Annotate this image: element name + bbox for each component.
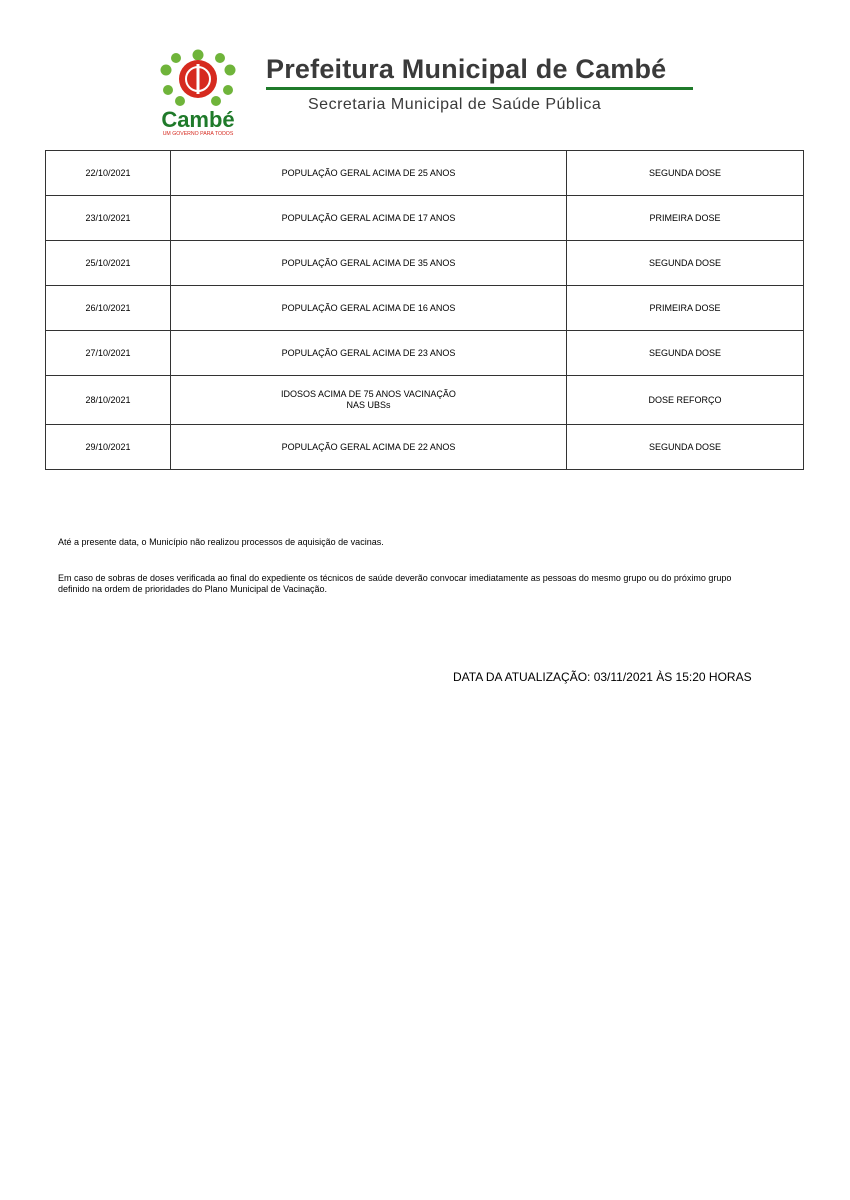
update-timestamp: DATA DA ATUALIZAÇÃO: 03/11/2021 ÀS 15:20 HORAS	[453, 670, 752, 684]
org-subtitle: Secretaria Municipal de Saúde Pública	[308, 96, 602, 113]
group-cell: POPULAÇÃO GERAL ACIMA DE 25 ANOS	[171, 151, 567, 196]
dose-cell: SEGUNDA DOSE	[567, 425, 804, 470]
notes-section	[58, 537, 758, 620]
title-block	[266, 54, 696, 114]
date-cell: 25/10/2021	[46, 241, 171, 286]
group-cell: POPULAÇÃO GERAL ACIMA DE 17 ANOS	[171, 196, 567, 241]
table-row	[46, 286, 804, 331]
date-cell: 22/10/2021	[46, 151, 171, 196]
leftover-doses-note: Em caso de sobras de doses verificada ao final do expediente os técnicos de saúde deverão convocar imediatamente as pessoas do mesmo grupo ou do próximo grupo definido na ordem de prioridades do Plano Municipal de Vacinação.	[58, 573, 732, 594]
group-cell-line: NAS UBSs	[346, 400, 391, 410]
logo-emblem	[161, 50, 236, 107]
date-cell: 28/10/2021	[46, 376, 171, 425]
group-cell: POPULAÇÃO GERAL ACIMA DE 35 ANOS	[171, 241, 567, 286]
dose-cell: SEGUNDA DOSE	[567, 151, 804, 196]
date-cell: 23/10/2021	[46, 196, 171, 241]
org-title: Prefeitura Municipal de Cambé	[266, 54, 667, 84]
date-cell: 27/10/2021	[46, 331, 171, 376]
table-row	[46, 151, 804, 196]
dose-cell: SEGUNDA DOSE	[567, 241, 804, 286]
logo-tagline: UM GOVERNO PARA TODOS	[162, 131, 234, 137]
date-cell: 26/10/2021	[46, 286, 171, 331]
page-header	[150, 46, 710, 138]
table-row	[46, 241, 804, 286]
acquisition-note: Até a presente data, o Município não realizou processos de aquisição de vacinas.	[58, 537, 384, 547]
table-row	[46, 376, 804, 425]
group-cell: POPULAÇÃO GERAL ACIMA DE 22 ANOS	[171, 425, 567, 470]
group-cell-line: IDOSOS ACIMA DE 75 ANOS VACINAÇÃO	[281, 389, 456, 399]
table-row	[46, 331, 804, 376]
dose-cell: SEGUNDA DOSE	[567, 331, 804, 376]
dose-cell: PRIMEIRA DOSE	[567, 286, 804, 331]
cambe-logo	[150, 46, 246, 138]
dose-cell: PRIMEIRA DOSE	[567, 196, 804, 241]
table-row	[46, 425, 804, 470]
date-cell: 29/10/2021	[46, 425, 171, 470]
table-row	[46, 196, 804, 241]
group-cell: POPULAÇÃO GERAL ACIMA DE 23 ANOS	[171, 331, 567, 376]
vaccination-schedule-table	[45, 150, 804, 470]
dose-cell: DOSE REFORÇO	[567, 376, 804, 425]
group-cell	[171, 376, 567, 425]
group-cell: POPULAÇÃO GERAL ACIMA DE 16 ANOS	[171, 286, 567, 331]
title-divider	[266, 87, 693, 90]
logo-wordmark: Cambé	[161, 107, 235, 132]
